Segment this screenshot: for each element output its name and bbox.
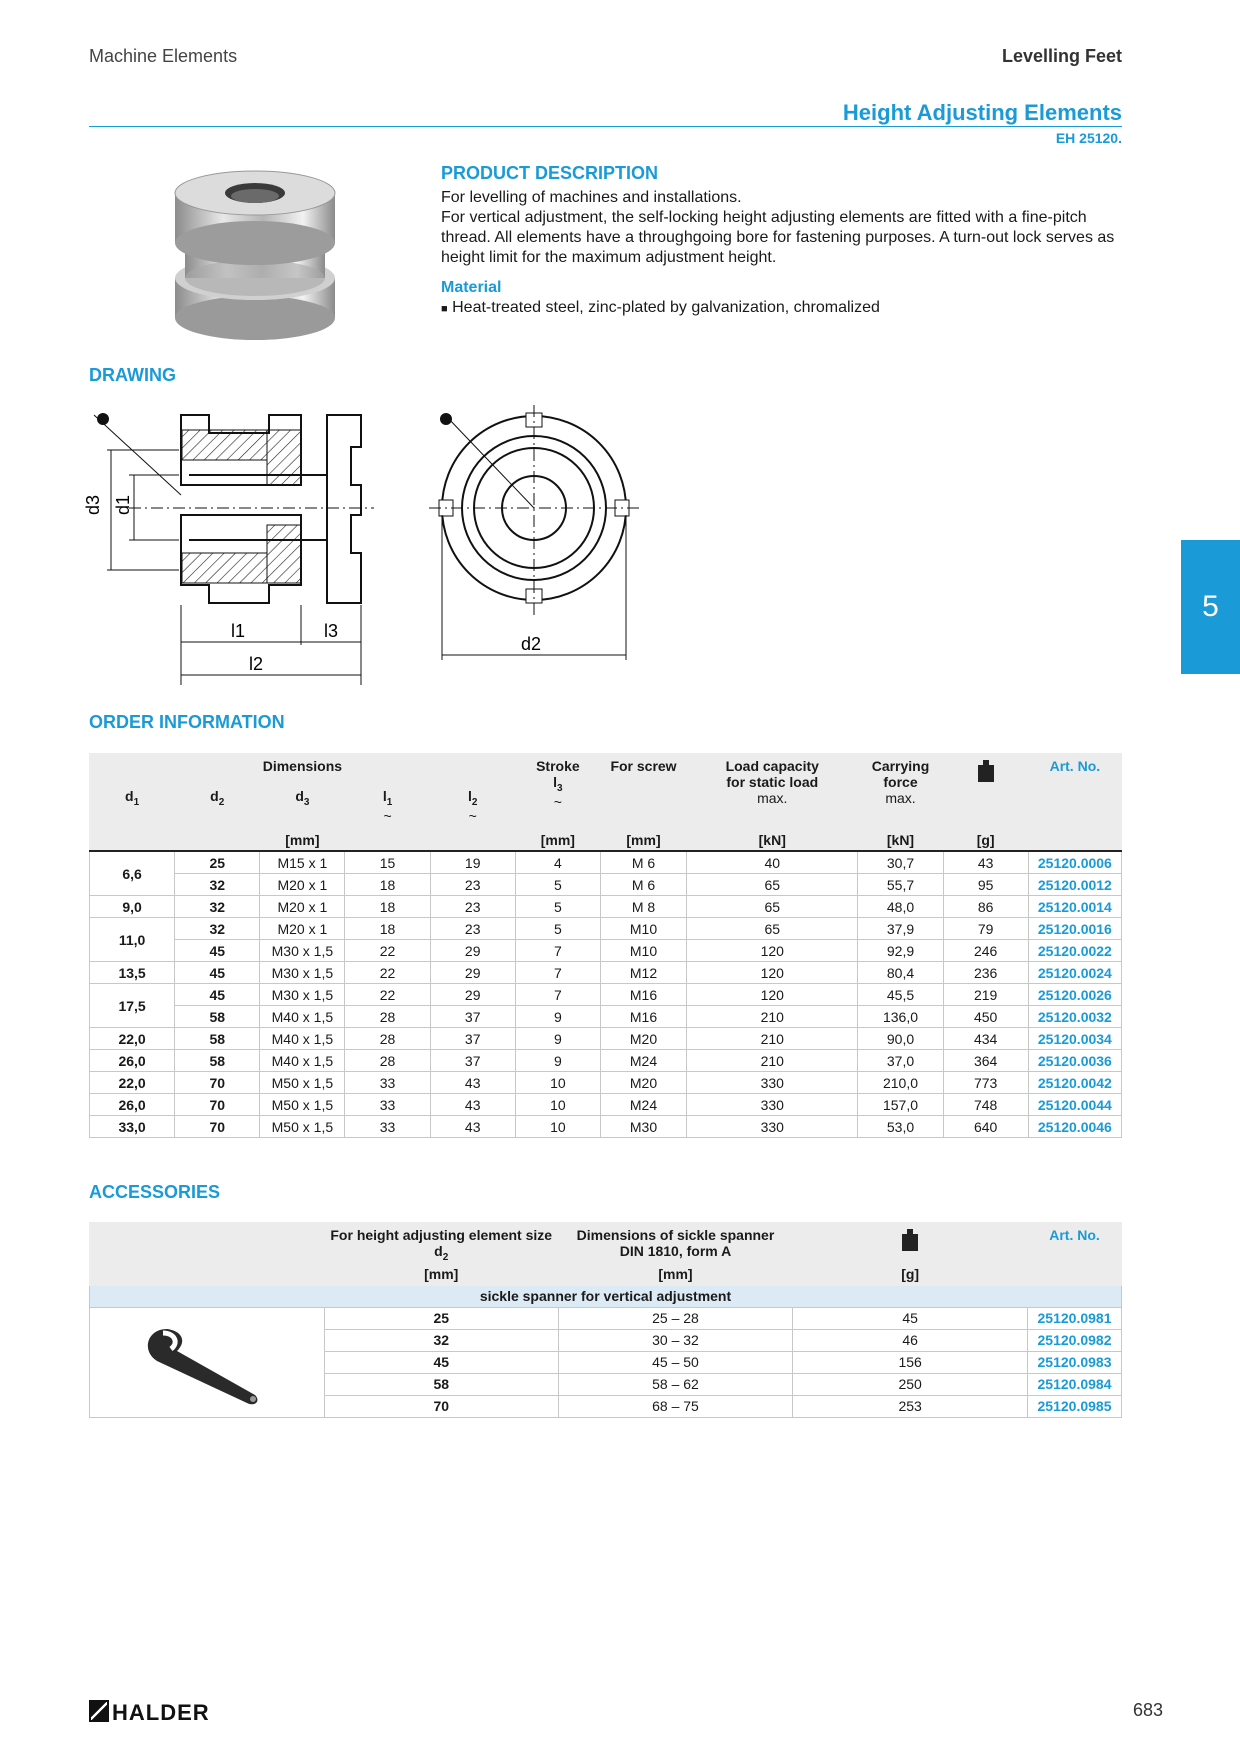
cell-load: 330 xyxy=(687,1072,858,1094)
cell-d1: 11,0 xyxy=(90,918,175,962)
spanner-dim-line2: DIN 1810, form A xyxy=(619,1243,732,1259)
cell-screw: M 6 xyxy=(600,874,686,896)
cell-d2: 45 xyxy=(175,962,260,984)
cell-art-no[interactable]: 25120.0036 xyxy=(1028,1050,1121,1072)
cell-d1: 9,0 xyxy=(90,896,175,918)
label-l3: l3 xyxy=(324,621,339,641)
load-capacity-header xyxy=(687,754,858,829)
cell-art-no[interactable]: 25120.0983 xyxy=(1028,1351,1122,1373)
cell-spanner-dim: 30 – 32 xyxy=(558,1329,793,1351)
cell-l2: 37 xyxy=(430,1050,515,1072)
cell-spanner-dim: 25 – 28 xyxy=(558,1307,793,1329)
size-symbol: d xyxy=(434,1243,443,1259)
stroke-symbol-sub: 3 xyxy=(557,782,563,794)
cell-d1: 22,0 xyxy=(90,1028,175,1050)
cell-screw: M20 xyxy=(600,1072,686,1094)
cell-d3: M30 x 1,5 xyxy=(260,984,345,1006)
load-unit: [kN] xyxy=(687,829,858,852)
cell-screw: M24 xyxy=(600,1094,686,1116)
cell-stroke: 9 xyxy=(515,1006,600,1028)
cell-d1: 13,5 xyxy=(90,962,175,984)
cell-force: 48,0 xyxy=(858,896,943,918)
cell-l1: 22 xyxy=(345,962,430,984)
l1-header xyxy=(345,780,430,829)
cell-load: 210 xyxy=(687,1050,858,1072)
cell-force: 55,7 xyxy=(858,874,943,896)
size-unit: [mm] xyxy=(324,1263,558,1285)
cell-art-no[interactable]: 25120.0024 xyxy=(1028,962,1121,984)
cell-l2: 23 xyxy=(430,896,515,918)
cell-force: 45,5 xyxy=(858,984,943,1006)
cell-l1: 22 xyxy=(345,940,430,962)
stroke-header-label: Stroke xyxy=(536,758,580,774)
weight-unit: [g] xyxy=(943,829,1028,852)
cell-l1: 33 xyxy=(345,1094,430,1116)
product-code: EH 25120. xyxy=(1055,130,1122,146)
cell-d2: 45 xyxy=(175,940,260,962)
table-row xyxy=(90,1050,1122,1072)
art-no-header: Art. No. xyxy=(1028,754,1121,829)
acc-art-no-header: Art. No. xyxy=(1028,1223,1122,1286)
cell-d1: 26,0 xyxy=(90,1094,175,1116)
cell-d2: 32 xyxy=(175,874,260,896)
carry-header-line2: force xyxy=(883,774,918,790)
d1-symbol: d xyxy=(125,788,134,804)
cell-stroke: 7 xyxy=(515,962,600,984)
spanner-dim-unit: [mm] xyxy=(558,1263,793,1285)
stroke-header xyxy=(515,754,600,829)
cell-art-no[interactable]: 25120.0016 xyxy=(1028,918,1121,940)
cell-size: 45 xyxy=(324,1351,558,1373)
cell-weight: 46 xyxy=(793,1329,1028,1351)
cell-d2: 25 xyxy=(175,851,260,874)
cell-d1: 33,0 xyxy=(90,1116,175,1138)
product-description-text xyxy=(441,188,1121,319)
chapter-tab[interactable]: 5 xyxy=(1181,540,1240,674)
cell-load: 65 xyxy=(687,874,858,896)
cell-spanner-dim: 58 – 62 xyxy=(558,1373,793,1395)
stroke-symbol: l xyxy=(553,774,558,790)
cell-art-no[interactable]: 25120.0044 xyxy=(1028,1094,1121,1116)
table-row xyxy=(90,1116,1122,1138)
size-header-label: For height adjusting element size xyxy=(330,1227,553,1243)
cell-weight: 79 xyxy=(943,918,1028,940)
cell-stroke: 7 xyxy=(515,940,600,962)
cell-weight: 95 xyxy=(943,874,1028,896)
material-item xyxy=(441,298,1121,319)
cell-screw: M16 xyxy=(600,1006,686,1028)
cell-l1: 28 xyxy=(345,1050,430,1072)
accessory-group-row xyxy=(90,1285,1122,1307)
l1-tilde: ~ xyxy=(383,807,392,824)
screw-unit: [mm] xyxy=(600,829,686,852)
cell-size: 58 xyxy=(324,1373,558,1395)
cell-l2: 29 xyxy=(430,962,515,984)
cell-d3: M30 x 1,5 xyxy=(260,962,345,984)
cell-art-no[interactable]: 25120.0034 xyxy=(1028,1028,1121,1050)
cell-load: 210 xyxy=(687,1028,858,1050)
cell-force: 37,9 xyxy=(858,918,943,940)
cell-weight: 250 xyxy=(793,1373,1028,1395)
acc-weight-header xyxy=(793,1223,1028,1264)
cell-stroke: 5 xyxy=(515,874,600,896)
cell-d3: M40 x 1,5 xyxy=(260,1028,345,1050)
table-row xyxy=(90,962,1122,984)
logo-text: HALDER xyxy=(112,1700,210,1725)
d1-header xyxy=(90,780,175,829)
table-row xyxy=(90,1307,1122,1329)
table-row xyxy=(90,940,1122,962)
cell-stroke: 10 xyxy=(515,1072,600,1094)
size-header xyxy=(324,1223,558,1264)
material-item-text: Heat-treated steel, zinc-plated by galvanization, chromalized xyxy=(452,299,880,316)
header-divider xyxy=(89,126,1122,127)
acc-weight-unit: [g] xyxy=(793,1263,1028,1285)
cell-art-no[interactable]: 25120.0006 xyxy=(1028,851,1121,874)
cell-stroke: 10 xyxy=(515,1116,600,1138)
size-symbol-sub: 2 xyxy=(442,1251,449,1263)
page-title: Height Adjusting Elements xyxy=(842,100,1122,125)
bullet-icon: ■ xyxy=(441,303,448,315)
cell-art-no[interactable]: 25120.0032 xyxy=(1028,1006,1121,1028)
cell-d3: M50 x 1,5 xyxy=(260,1094,345,1116)
cell-l1: 33 xyxy=(345,1072,430,1094)
cell-d3: M40 x 1,5 xyxy=(260,1006,345,1028)
cell-d2: 32 xyxy=(175,896,260,918)
cell-spanner-dim: 45 – 50 xyxy=(558,1351,793,1373)
cell-l1: 18 xyxy=(345,896,430,918)
dimensions-header: Dimensions xyxy=(90,754,516,780)
cell-d3: M20 x 1 xyxy=(260,918,345,940)
cell-stroke: 5 xyxy=(515,918,600,940)
cell-stroke: 4 xyxy=(515,851,600,874)
cell-load: 330 xyxy=(687,1116,858,1138)
cell-d2: 70 xyxy=(175,1116,260,1138)
cell-force: 136,0 xyxy=(858,1006,943,1028)
label-d2: d2 xyxy=(521,634,542,654)
carrying-force-header xyxy=(858,754,943,829)
weight-icon xyxy=(978,760,994,782)
load-header-line2: for static load xyxy=(726,774,819,790)
cell-weight: 246 xyxy=(943,940,1028,962)
accessories-table xyxy=(89,1222,1122,1418)
cell-weight: 45 xyxy=(793,1307,1028,1329)
cell-load: 40 xyxy=(687,851,858,874)
cell-art-no[interactable]: 25120.0984 xyxy=(1028,1373,1122,1395)
cell-screw: M20 xyxy=(600,1028,686,1050)
cell-l2: 23 xyxy=(430,918,515,940)
page-number: 683 xyxy=(1133,1700,1164,1720)
cell-d3: M20 x 1 xyxy=(260,874,345,896)
cell-load: 210 xyxy=(687,1006,858,1028)
cell-size: 25 xyxy=(324,1307,558,1329)
cell-d1: 22,0 xyxy=(90,1072,175,1094)
cell-l1: 28 xyxy=(345,1006,430,1028)
l1-sub: 1 xyxy=(386,796,393,808)
order-information-heading: ORDER INFORMATION xyxy=(89,712,285,732)
material-heading: Material xyxy=(441,279,502,296)
product-description-heading: PRODUCT DESCRIPTION xyxy=(441,163,659,183)
cell-load: 120 xyxy=(687,962,858,984)
table-row xyxy=(90,1028,1122,1050)
cell-force: 90,0 xyxy=(858,1028,943,1050)
cell-force: 92,9 xyxy=(858,940,943,962)
cell-weight: 748 xyxy=(943,1094,1028,1116)
art-unit xyxy=(1028,829,1121,852)
cell-stroke: 9 xyxy=(515,1028,600,1050)
accessories-heading: ACCESSORIES xyxy=(89,1182,221,1202)
cell-screw: M12 xyxy=(600,962,686,984)
cell-d3: M20 x 1 xyxy=(260,896,345,918)
cell-weight: 434 xyxy=(943,1028,1028,1050)
table-row xyxy=(90,984,1122,1006)
table-row xyxy=(90,1072,1122,1094)
cell-l2: 29 xyxy=(430,984,515,1006)
load-header-max: max. xyxy=(757,790,788,806)
cell-weight: 450 xyxy=(943,1006,1028,1028)
stroke-unit: [mm] xyxy=(515,829,600,852)
description-line-1: For levelling of machines and installations. xyxy=(441,189,742,206)
cell-screw: M 6 xyxy=(600,851,686,874)
force-unit: [kN] xyxy=(858,829,943,852)
cell-weight: 156 xyxy=(793,1351,1028,1373)
cell-weight: 253 xyxy=(793,1395,1028,1417)
cell-size: 32 xyxy=(324,1329,558,1351)
table-row xyxy=(90,874,1122,896)
cell-weight: 219 xyxy=(943,984,1028,1006)
cell-l1: 18 xyxy=(345,918,430,940)
table-row xyxy=(90,918,1122,940)
cell-l2: 43 xyxy=(430,1072,515,1094)
cell-load: 120 xyxy=(687,984,858,1006)
cell-art-no[interactable]: 25120.0982 xyxy=(1028,1329,1122,1351)
cell-size: 70 xyxy=(324,1395,558,1417)
sickle-spanner-image xyxy=(127,1311,287,1411)
cell-art-no[interactable]: 25120.0022 xyxy=(1028,940,1121,962)
cell-force: 80,4 xyxy=(858,962,943,984)
cell-l2: 37 xyxy=(430,1028,515,1050)
accessory-group-label: sickle spanner for vertical adjustment xyxy=(90,1285,1122,1307)
l1-symbol: l xyxy=(382,788,387,804)
cell-d3: M40 x 1,5 xyxy=(260,1050,345,1072)
label-l1: l1 xyxy=(231,621,246,641)
cell-art-no[interactable]: 25120.0981 xyxy=(1028,1307,1122,1329)
d1-sub: 1 xyxy=(133,796,140,808)
cell-l2: 43 xyxy=(430,1094,515,1116)
cell-l2: 23 xyxy=(430,874,515,896)
cell-d2: 32 xyxy=(175,918,260,940)
l2-tilde: ~ xyxy=(468,807,477,824)
cell-l1: 22 xyxy=(345,984,430,1006)
cell-stroke: 9 xyxy=(515,1050,600,1072)
spanner-image-cell xyxy=(90,1307,325,1417)
d3-sub: 3 xyxy=(303,796,310,808)
screw-header: For screw xyxy=(600,754,686,829)
cell-screw: M24 xyxy=(600,1050,686,1072)
company-logo xyxy=(89,1700,210,1726)
cell-weight: 773 xyxy=(943,1072,1028,1094)
cell-force: 157,0 xyxy=(858,1094,943,1116)
d2-sub: 2 xyxy=(218,796,225,808)
cell-art-no[interactable]: 25120.0042 xyxy=(1028,1072,1121,1094)
d2-header xyxy=(175,780,260,829)
logo-mark-icon xyxy=(89,1700,109,1722)
weight-header xyxy=(943,754,1028,829)
cell-l2: 43 xyxy=(430,1116,515,1138)
cell-weight: 640 xyxy=(943,1116,1028,1138)
spanner-dimensions-header xyxy=(558,1223,793,1264)
cell-l2: 29 xyxy=(430,940,515,962)
cell-weight: 236 xyxy=(943,962,1028,984)
l2-symbol: l xyxy=(467,788,472,804)
header-category-label: Levelling Feet xyxy=(1001,46,1122,66)
table-row xyxy=(90,1094,1122,1116)
label-d1: d1 xyxy=(113,494,133,515)
cell-d2: 58 xyxy=(175,1050,260,1072)
cell-force: 37,0 xyxy=(858,1050,943,1072)
load-header-line1: Load capacity xyxy=(725,758,819,774)
cell-d3: M50 x 1,5 xyxy=(260,1116,345,1138)
cell-weight: 364 xyxy=(943,1050,1028,1072)
stroke-tilde: ~ xyxy=(553,793,562,810)
table-row xyxy=(90,896,1122,918)
cell-l1: 18 xyxy=(345,874,430,896)
d2-symbol: d xyxy=(210,788,219,804)
cell-spanner-dim: 68 – 75 xyxy=(558,1395,793,1417)
cell-stroke: 5 xyxy=(515,896,600,918)
description-line-2: For vertical adjustment, the self-locking height adjusting elements are fitted with a fine-pitch thread. All elements have a throughgoing bore for fastening purposes. A turn-out lock serves as height limit for the maximum adjustment height. xyxy=(441,209,1115,266)
cell-screw: M10 xyxy=(600,940,686,962)
drawing-heading: DRAWING xyxy=(89,365,176,385)
cell-art-no[interactable]: 25120.0046 xyxy=(1028,1116,1121,1138)
product-photo xyxy=(165,168,345,348)
cell-d2: 58 xyxy=(175,1028,260,1050)
cell-l1: 33 xyxy=(345,1116,430,1138)
cell-stroke: 7 xyxy=(515,984,600,1006)
cell-d1: 6,6 xyxy=(90,851,175,896)
cell-l1: 15 xyxy=(345,851,430,874)
cell-screw: M16 xyxy=(600,984,686,1006)
dimensions-unit: [mm] xyxy=(90,829,516,852)
cell-force: 30,7 xyxy=(858,851,943,874)
cell-d2: 58 xyxy=(175,1006,260,1028)
cell-d2: 70 xyxy=(175,1072,260,1094)
cell-force: 210,0 xyxy=(858,1072,943,1094)
header-section-label: Machine Elements xyxy=(89,46,238,66)
table-row xyxy=(90,1006,1122,1028)
weight-icon xyxy=(902,1229,918,1251)
technical-drawing xyxy=(83,405,669,695)
cell-art-no[interactable]: 25120.0026 xyxy=(1028,984,1121,1006)
table-row xyxy=(90,851,1122,874)
cell-d3: M30 x 1,5 xyxy=(260,940,345,962)
cell-weight: 43 xyxy=(943,851,1028,874)
cell-d3: M50 x 1,5 xyxy=(260,1072,345,1094)
cell-l1: 28 xyxy=(345,1028,430,1050)
order-table xyxy=(89,753,1122,1138)
cell-weight: 86 xyxy=(943,896,1028,918)
cell-screw: M 8 xyxy=(600,896,686,918)
carry-header-max: max. xyxy=(885,790,916,806)
carry-header-line1: Carrying xyxy=(871,758,930,774)
cell-d2: 70 xyxy=(175,1094,260,1116)
cell-d1: 26,0 xyxy=(90,1050,175,1072)
cell-load: 65 xyxy=(687,918,858,940)
cell-screw: M30 xyxy=(600,1116,686,1138)
label-d3: d3 xyxy=(83,494,103,515)
cell-load: 120 xyxy=(687,940,858,962)
cell-d2: 45 xyxy=(175,984,260,1006)
cell-force: 53,0 xyxy=(858,1116,943,1138)
cell-d3: M15 x 1 xyxy=(260,851,345,874)
cell-stroke: 10 xyxy=(515,1094,600,1116)
l2-header xyxy=(430,780,515,829)
cell-art-no[interactable]: 25120.0012 xyxy=(1028,874,1121,896)
d3-header xyxy=(260,780,345,829)
spanner-dim-line1: Dimensions of sickle spanner xyxy=(576,1227,775,1243)
cell-art-no[interactable]: 25120.0014 xyxy=(1028,896,1121,918)
cell-l2: 37 xyxy=(430,1006,515,1028)
cell-d1: 17,5 xyxy=(90,984,175,1028)
cell-load: 65 xyxy=(687,896,858,918)
image-header xyxy=(90,1223,325,1286)
d3-symbol: d xyxy=(295,788,304,804)
l2-sub: 2 xyxy=(471,796,478,808)
label-l2: l2 xyxy=(249,654,264,674)
cell-load: 330 xyxy=(687,1094,858,1116)
cell-screw: M10 xyxy=(600,918,686,940)
cell-art-no[interactable]: 25120.0985 xyxy=(1028,1395,1122,1417)
cell-l2: 19 xyxy=(430,851,515,874)
